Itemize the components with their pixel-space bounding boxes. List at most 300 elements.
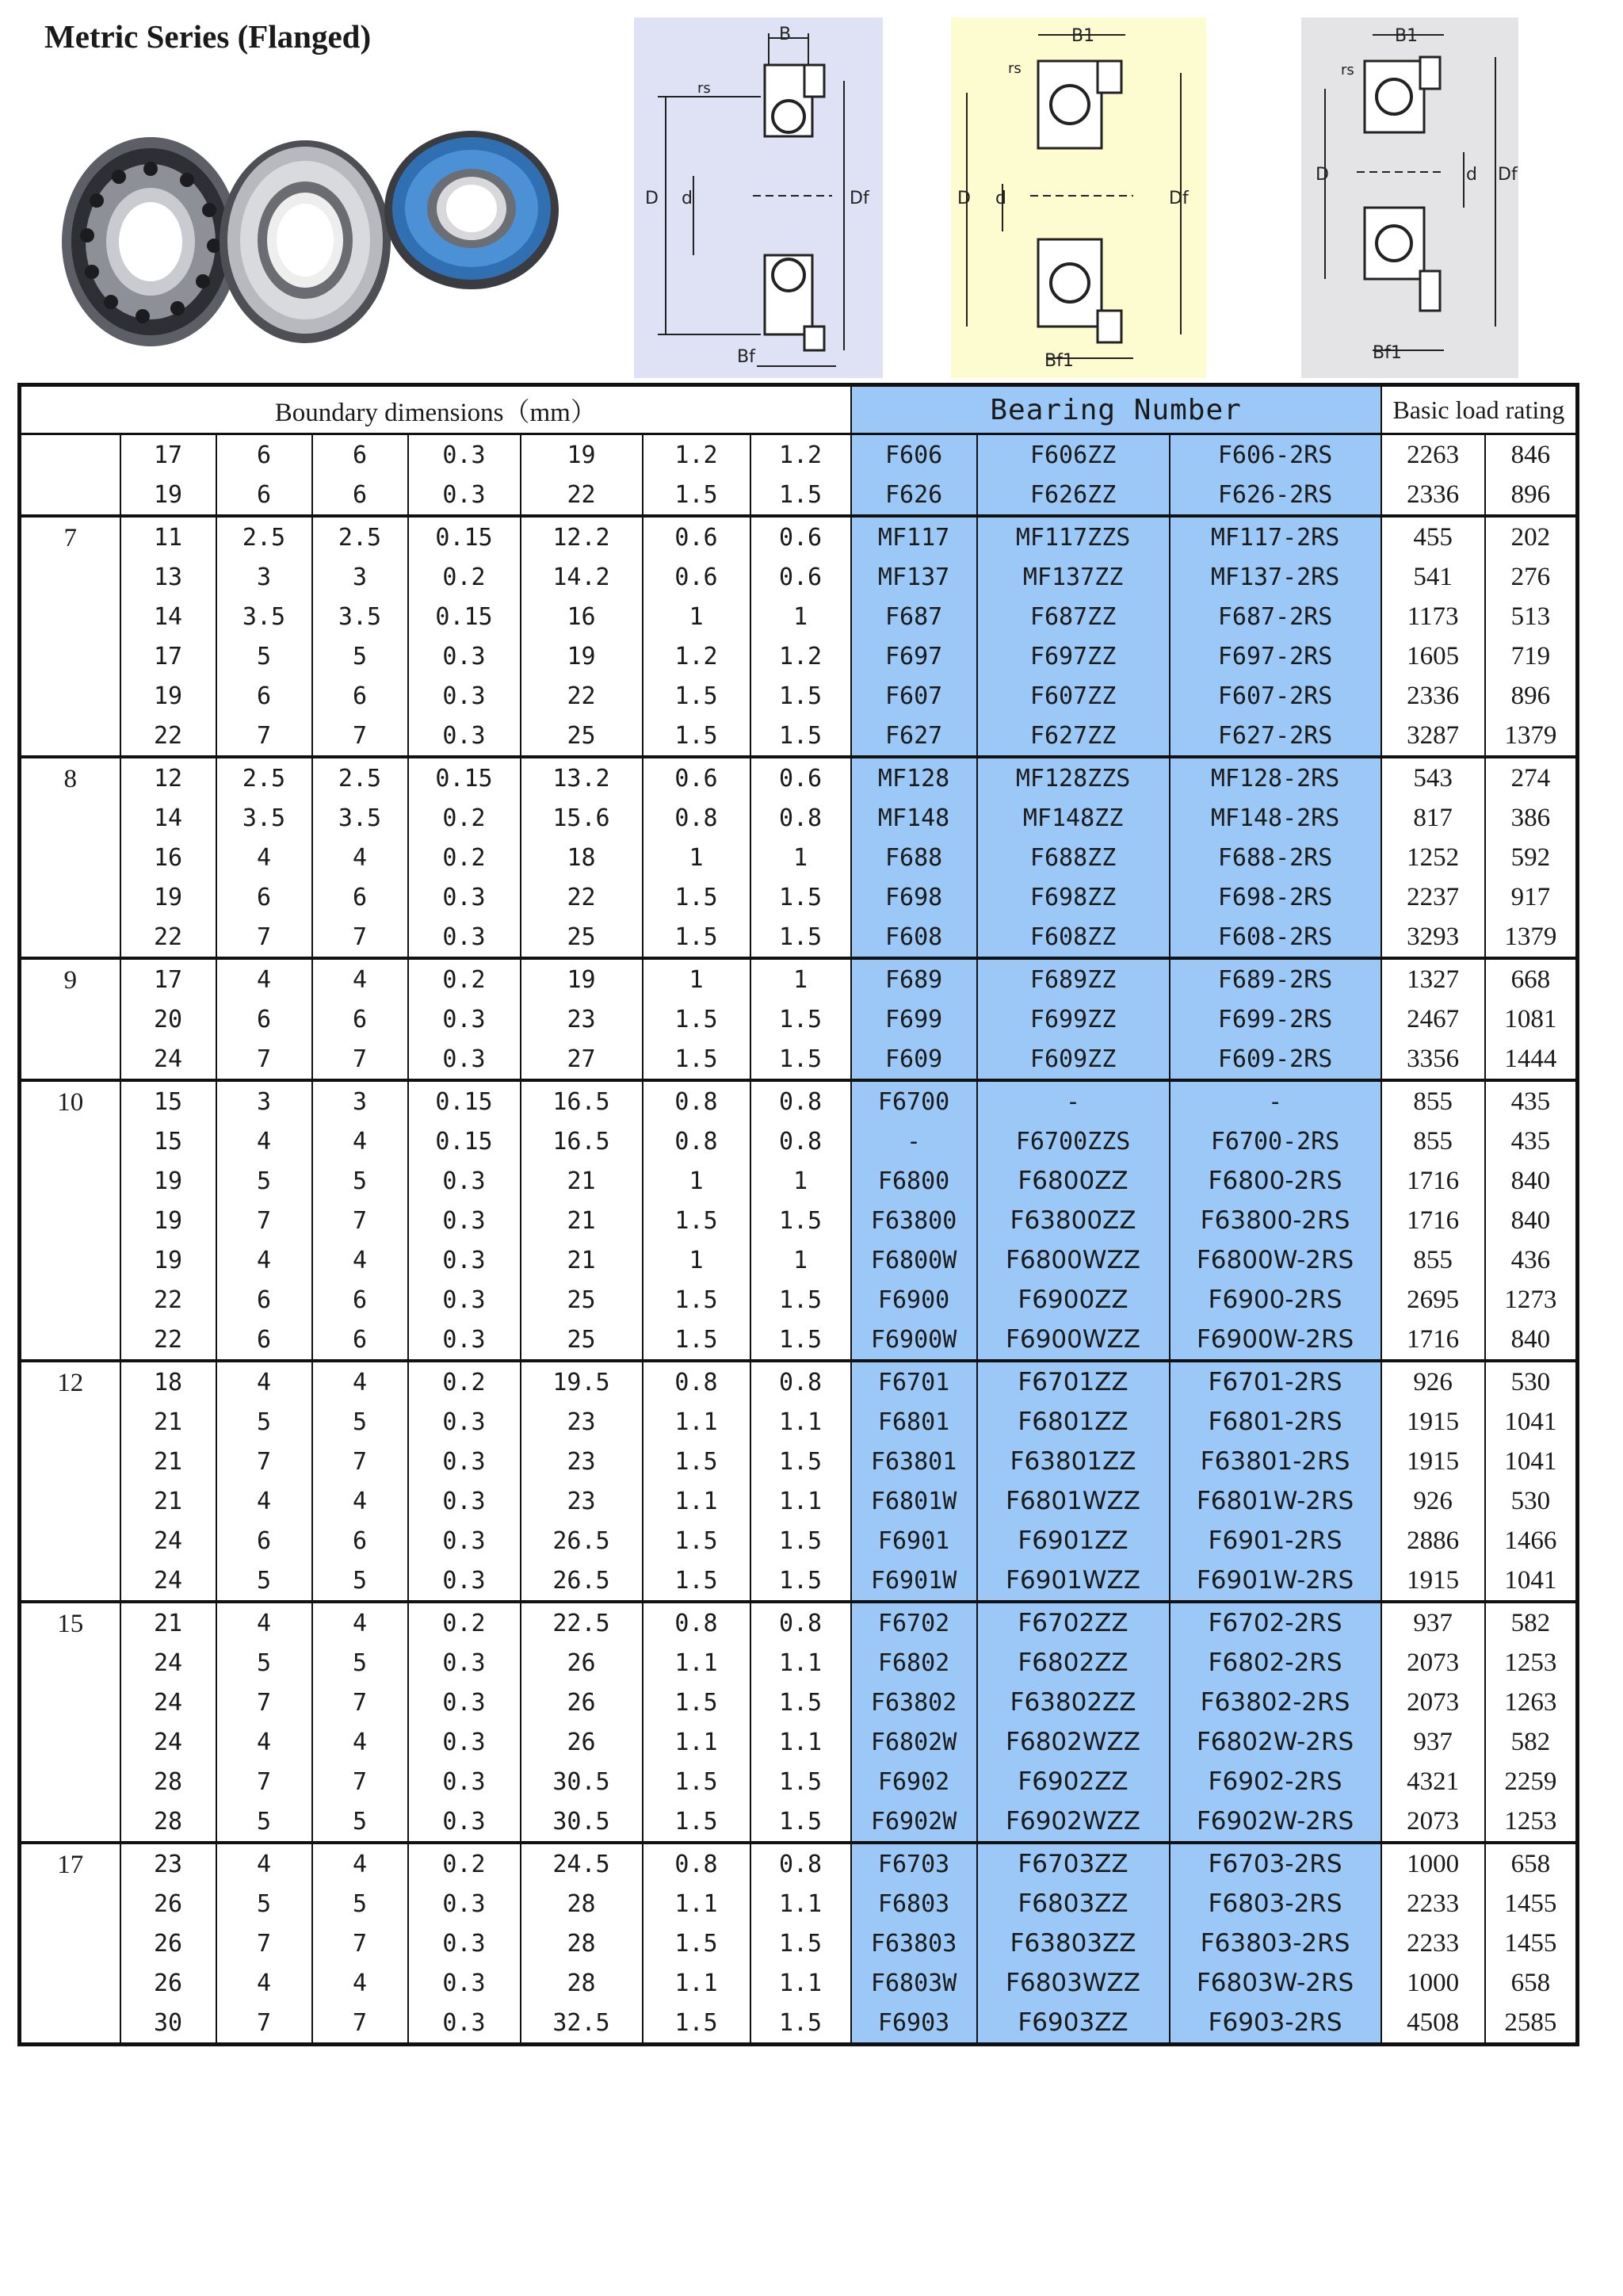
load-rating-cell: 3356 — [1381, 1039, 1485, 1080]
dimension-cell: 0.2 — [408, 1602, 521, 1643]
bore-diameter-cell: 15 — [20, 1602, 120, 1843]
bearing-number-cell: F609 — [851, 1039, 977, 1080]
dimension-cell: 19 — [120, 676, 216, 716]
dimension-cell: 2.5 — [216, 757, 312, 798]
bearing-number-cell: F6803W-2RS — [1170, 1963, 1381, 2003]
dimension-cell: 25 — [521, 716, 643, 757]
dimension-cell: 0.8 — [643, 1080, 750, 1121]
dimension-cell: 1.5 — [643, 1561, 750, 1602]
dimension-cell: 14.2 — [521, 557, 643, 597]
label-B1: B1 — [1071, 26, 1095, 46]
table-row — [20, 1080, 1578, 1121]
bearing-number-cell: F6800W — [851, 1240, 977, 1280]
load-rating-cell: 1041 — [1485, 1442, 1578, 1481]
dimension-cell: 2.5 — [216, 516, 312, 557]
dimension-cell: 5 — [312, 1884, 408, 1924]
bearing-number-cell: - — [1170, 1080, 1381, 1121]
load-rating-cell: 937 — [1381, 1602, 1485, 1643]
bearing-number-cell: F6903ZZ — [977, 2003, 1170, 2045]
dimension-cell: 3.5 — [216, 798, 312, 838]
dimension-cell: 13 — [120, 557, 216, 597]
bearing-number-cell: F63800 — [851, 1201, 977, 1240]
table-group — [20, 757, 1578, 958]
header-boundary-dimensions: Boundary dimensions（mm） — [20, 385, 851, 434]
dimension-cell: 0.3 — [408, 877, 521, 917]
bearing-number-cell: F6900ZZ — [977, 1280, 1170, 1320]
load-rating-cell: 917 — [1485, 877, 1578, 917]
dimension-cell: 3 — [216, 1080, 312, 1121]
cross-section-diagram-open — [634, 17, 883, 378]
load-rating-cell: 2467 — [1381, 999, 1485, 1039]
dimension-cell: 6 — [312, 434, 408, 476]
load-rating-cell: 541 — [1381, 557, 1485, 597]
bearing-number-cell: F698 — [851, 877, 977, 917]
dimension-cell: 1.5 — [643, 877, 750, 917]
dimension-cell: 1.5 — [643, 716, 750, 757]
load-rating-cell: 668 — [1485, 958, 1578, 999]
dimension-cell: 2.5 — [312, 516, 408, 557]
dimension-cell: 26 — [120, 1963, 216, 2003]
load-rating-cell: 658 — [1485, 1963, 1578, 2003]
bearing-number-cell: F608-2RS — [1170, 917, 1381, 958]
dimension-cell: 1.5 — [643, 676, 750, 716]
shielded-bearing-image — [220, 140, 391, 343]
dimension-cell: 7 — [312, 2003, 408, 2045]
bearing-number-cell: F6700ZZS — [977, 1121, 1170, 1161]
bearing-number-cell: MF137ZZ — [977, 557, 1170, 597]
table-row — [20, 2003, 1578, 2045]
dimension-cell: 30.5 — [521, 1801, 643, 1843]
bearing-number-cell: F6803ZZ — [977, 1884, 1170, 1924]
dimension-cell: 1 — [643, 958, 750, 999]
table-row — [20, 838, 1578, 877]
load-rating-cell: 2237 — [1381, 877, 1485, 917]
dimension-cell: 0.3 — [408, 1683, 521, 1722]
dimension-cell: 1.2 — [643, 636, 750, 676]
load-rating-cell: 3287 — [1381, 716, 1485, 757]
table-row — [20, 1683, 1578, 1722]
table-row — [20, 1722, 1578, 1762]
dimension-cell: 0.2 — [408, 557, 521, 597]
table-row — [20, 1121, 1578, 1161]
table-row — [20, 1521, 1578, 1561]
dimension-cell: 1.5 — [750, 917, 851, 958]
bearing-number-cell: F6901-2RS — [1170, 1521, 1381, 1561]
dimension-cell: 6 — [216, 475, 312, 516]
table-row — [20, 958, 1578, 999]
dimension-cell: 3.5 — [312, 798, 408, 838]
bearing-number-cell: F6701 — [851, 1361, 977, 1402]
dimension-cell: 1 — [643, 1161, 750, 1201]
bearing-number-cell: F6703-2RS — [1170, 1843, 1381, 1884]
table-row — [20, 1361, 1578, 1402]
load-rating-cell: 1041 — [1485, 1402, 1578, 1442]
bearing-number-cell: F6902-2RS — [1170, 1762, 1381, 1801]
dimension-cell: 1.1 — [750, 1884, 851, 1924]
dimension-cell: 1.5 — [750, 1762, 851, 1801]
table-row — [20, 1801, 1578, 1843]
label-B: B — [779, 25, 792, 44]
load-rating-cell: 2585 — [1485, 2003, 1578, 2045]
bearing-number-cell: F6901WZZ — [977, 1561, 1170, 1602]
dimension-cell: 4 — [216, 1361, 312, 1402]
load-rating-cell: 2233 — [1381, 1884, 1485, 1924]
dimension-cell: 4 — [312, 1121, 408, 1161]
dimension-cell: 1.5 — [643, 475, 750, 516]
dimension-cell: 7 — [216, 2003, 312, 2045]
dimension-cell: 5 — [312, 636, 408, 676]
bearing-number-cell: F608ZZ — [977, 917, 1170, 958]
dimension-cell: 4 — [312, 1481, 408, 1521]
bearing-number-cell: F6702-2RS — [1170, 1602, 1381, 1643]
dimension-cell: 1.5 — [750, 1924, 851, 1963]
label-rs-3: rs — [1341, 62, 1354, 78]
bearing-number-cell: F63801-2RS — [1170, 1442, 1381, 1481]
bearing-number-cell: F6702 — [851, 1602, 977, 1643]
dimension-cell: 22 — [120, 716, 216, 757]
bearing-number-cell: F6900-2RS — [1170, 1280, 1381, 1320]
dimension-cell: 0.15 — [408, 597, 521, 636]
bearing-number-cell: F626ZZ — [977, 475, 1170, 516]
load-rating-cell: 276 — [1485, 557, 1578, 597]
dimension-cell: 0.2 — [408, 798, 521, 838]
dimension-cell: 1.1 — [643, 1481, 750, 1521]
dimension-cell: 1.1 — [750, 1722, 851, 1762]
dimension-cell: 6 — [312, 1320, 408, 1361]
dimension-cell: 0.2 — [408, 958, 521, 999]
dimension-cell: 17 — [120, 958, 216, 999]
load-rating-cell: 1273 — [1485, 1280, 1578, 1320]
table-row — [20, 597, 1578, 636]
dimension-cell: 7 — [312, 1924, 408, 1963]
load-rating-cell: 926 — [1381, 1481, 1485, 1521]
load-rating-cell: 855 — [1381, 1080, 1485, 1121]
bearing-number-cell: F606 — [851, 434, 977, 476]
bearing-number-cell: F697ZZ — [977, 636, 1170, 676]
bearing-number-cell: F699ZZ — [977, 999, 1170, 1039]
load-rating-cell: 1041 — [1485, 1561, 1578, 1602]
table-row — [20, 917, 1578, 958]
dimension-cell: 5 — [312, 1801, 408, 1843]
dimension-cell: 7 — [312, 1762, 408, 1801]
bearing-number-cell: F6800 — [851, 1161, 977, 1201]
dimension-cell: 1.2 — [643, 434, 750, 476]
bearing-number-cell: F63802 — [851, 1683, 977, 1722]
bearing-number-cell: F63802-2RS — [1170, 1683, 1381, 1722]
dimension-cell: 4 — [216, 958, 312, 999]
dimension-cell: 1.5 — [643, 999, 750, 1039]
dimension-cell: 25 — [521, 917, 643, 958]
bearing-number-cell: F697 — [851, 636, 977, 676]
bearing-number-cell: F6901W-2RS — [1170, 1561, 1381, 1602]
load-rating-cell: 1263 — [1485, 1683, 1578, 1722]
bore-diameter-cell: 7 — [20, 516, 120, 757]
bearing-number-cell: F6803 — [851, 1884, 977, 1924]
dimension-cell: 24 — [120, 1561, 216, 1602]
label-Bf1-3: Bf1 — [1373, 343, 1402, 363]
table-row — [20, 475, 1578, 516]
bearing-number-cell: F6800-2RS — [1170, 1161, 1381, 1201]
dimension-cell: 6 — [216, 434, 312, 476]
bore-diameter-cell — [20, 434, 120, 517]
bearing-number-cell: F626-2RS — [1170, 475, 1381, 516]
table-row — [20, 716, 1578, 757]
dimension-cell: 16.5 — [521, 1121, 643, 1161]
dimension-cell: 19 — [120, 877, 216, 917]
dimension-cell: 4 — [216, 1602, 312, 1643]
bearing-number-cell: F6903 — [851, 2003, 977, 2045]
dimension-cell: 22 — [521, 676, 643, 716]
dimension-cell: 19 — [120, 1240, 216, 1280]
dimension-cell: 0.3 — [408, 676, 521, 716]
load-rating-cell: 1379 — [1485, 716, 1578, 757]
dimension-cell: 22 — [521, 475, 643, 516]
load-rating-cell: 658 — [1485, 1843, 1578, 1884]
dimension-cell: 0.8 — [643, 1121, 750, 1161]
dimension-cell: 17 — [120, 636, 216, 676]
bearing-number-cell: F6901W — [851, 1561, 977, 1602]
bearing-number-cell: F688 — [851, 838, 977, 877]
bearing-number-cell: F6902W — [851, 1801, 977, 1843]
bearing-number-cell: F607-2RS — [1170, 676, 1381, 716]
bearing-number-cell: F6701-2RS — [1170, 1361, 1381, 1402]
dimension-cell: 19 — [120, 1161, 216, 1201]
table-row — [20, 516, 1578, 557]
table-row — [20, 1924, 1578, 1963]
bearing-number-cell: F687-2RS — [1170, 597, 1381, 636]
load-rating-cell: 2233 — [1381, 1924, 1485, 1963]
load-rating-cell: 1455 — [1485, 1924, 1578, 1963]
load-rating-cell: 855 — [1381, 1240, 1485, 1280]
table-row — [20, 1320, 1578, 1361]
table-row — [20, 1240, 1578, 1280]
bore-diameter-cell: 8 — [20, 757, 120, 958]
dimension-cell: 23 — [521, 1481, 643, 1521]
dimension-cell: 1.5 — [750, 1320, 851, 1361]
load-rating-cell: 1173 — [1381, 597, 1485, 636]
dimension-cell: 1.5 — [643, 1801, 750, 1843]
dimension-cell: 4 — [216, 1722, 312, 1762]
dimension-cell: 5 — [216, 1884, 312, 1924]
load-rating-cell: 2073 — [1381, 1643, 1485, 1683]
dimension-cell: 4 — [216, 1121, 312, 1161]
bearing-number-cell: F6703ZZ — [977, 1843, 1170, 1884]
load-rating-cell: 592 — [1485, 838, 1578, 877]
dimension-cell: 21 — [521, 1240, 643, 1280]
dimension-cell: 4 — [312, 1602, 408, 1643]
bore-diameter-cell: 9 — [20, 958, 120, 1080]
dimension-cell: 0.6 — [750, 757, 851, 798]
label-Df: Df — [850, 189, 869, 208]
dimension-cell: 7 — [216, 1442, 312, 1481]
table-row — [20, 1481, 1578, 1521]
label-D-2: D — [957, 189, 971, 208]
load-rating-cell: 2886 — [1381, 1521, 1485, 1561]
label-B1-3: B1 — [1395, 26, 1419, 46]
dimension-cell: 6 — [216, 1320, 312, 1361]
dimension-cell: 6 — [312, 999, 408, 1039]
dimension-cell: 20 — [120, 999, 216, 1039]
dimension-cell: 28 — [521, 1924, 643, 1963]
dimension-cell: 22 — [120, 1280, 216, 1320]
load-rating-cell: 2336 — [1381, 475, 1485, 516]
load-rating-cell: 1081 — [1485, 999, 1578, 1039]
bearing-number-cell: F687ZZ — [977, 597, 1170, 636]
dimension-cell: 1.1 — [643, 1402, 750, 1442]
dimension-cell: 3.5 — [312, 597, 408, 636]
dimension-cell: 1.5 — [750, 1442, 851, 1481]
bearing-number-cell: F6802W-2RS — [1170, 1722, 1381, 1762]
bearing-number-cell: F6900W-2RS — [1170, 1320, 1381, 1361]
load-rating-cell: 2259 — [1485, 1762, 1578, 1801]
dimension-cell: 0.2 — [408, 838, 521, 877]
load-rating-cell: 2695 — [1381, 1280, 1485, 1320]
dimension-cell: 26.5 — [521, 1521, 643, 1561]
dimension-cell: 1.5 — [643, 1762, 750, 1801]
bearing-number-cell: F6801-2RS — [1170, 1402, 1381, 1442]
bearing-number-cell: F63803 — [851, 1924, 977, 1963]
dimension-cell: 5 — [216, 636, 312, 676]
dimension-cell: 7 — [216, 1683, 312, 1722]
dimension-cell: 1.5 — [750, 676, 851, 716]
dimension-cell: 1.5 — [750, 716, 851, 757]
dimension-cell: 30 — [120, 2003, 216, 2045]
dimension-cell: 15.6 — [521, 798, 643, 838]
bearing-number-cell: F627ZZ — [977, 716, 1170, 757]
label-d-3: d — [1466, 165, 1477, 185]
dimension-cell: 0.3 — [408, 1963, 521, 2003]
dimension-cell: 0.6 — [643, 516, 750, 557]
bearing-number-cell: F689ZZ — [977, 958, 1170, 999]
bearing-number-cell: F607ZZ — [977, 676, 1170, 716]
bearing-number-cell: MF128ZZS — [977, 757, 1170, 798]
load-rating-cell: 455 — [1381, 516, 1485, 557]
table-row — [20, 1963, 1578, 2003]
dimension-cell: 7 — [216, 1201, 312, 1240]
bearing-number-cell: F6803W — [851, 1963, 977, 2003]
open-bearing-image — [62, 137, 239, 346]
bore-diameter-cell: 12 — [20, 1361, 120, 1602]
bearing-number-cell: F688-2RS — [1170, 838, 1381, 877]
dimension-cell: 1.5 — [750, 877, 851, 917]
dimension-cell: 0.15 — [408, 1080, 521, 1121]
bearing-number-cell: F699 — [851, 999, 977, 1039]
dimension-cell: 24 — [120, 1521, 216, 1561]
header-basic-load-rating: Basic load rating — [1381, 385, 1578, 434]
bearing-number-cell: F6700 — [851, 1080, 977, 1121]
dimension-cell: 0.6 — [750, 557, 851, 597]
dimension-cell: 0.6 — [750, 516, 851, 557]
bearing-number-cell: F609ZZ — [977, 1039, 1170, 1080]
bearing-number-cell: F627 — [851, 716, 977, 757]
dimension-cell: 4 — [312, 1361, 408, 1402]
bearing-number-cell: F689-2RS — [1170, 958, 1381, 999]
load-rating-cell: 2336 — [1381, 676, 1485, 716]
table-row — [20, 1561, 1578, 1602]
dimension-cell: 12 — [120, 757, 216, 798]
table-row — [20, 1643, 1578, 1683]
bore-diameter-cell: 10 — [20, 1080, 120, 1361]
dimension-cell: 4 — [312, 1963, 408, 2003]
dimension-cell: 30.5 — [521, 1762, 643, 1801]
dimension-cell: 0.3 — [408, 1402, 521, 1442]
dimension-cell: 0.3 — [408, 1442, 521, 1481]
dimension-cell: 28 — [521, 1884, 643, 1924]
bearing-number-cell: - — [851, 1121, 977, 1161]
dimension-cell: 1.1 — [750, 1402, 851, 1442]
label-Df-2: Df — [1169, 189, 1189, 208]
table-row — [20, 1161, 1578, 1201]
dimension-cell: 1.1 — [643, 1643, 750, 1683]
bearing-number-cell: F6700-2RS — [1170, 1121, 1381, 1161]
dimension-cell: 4 — [216, 1963, 312, 2003]
load-rating-cell: 896 — [1485, 475, 1578, 516]
dimension-cell: 1.5 — [643, 1201, 750, 1240]
dimension-cell: 26 — [521, 1722, 643, 1762]
dimension-cell: 4 — [216, 1481, 312, 1521]
dimension-cell: 5 — [216, 1801, 312, 1843]
dimension-cell: 0.2 — [408, 1843, 521, 1884]
bearing-number-cell: F6802WZZ — [977, 1722, 1170, 1762]
dimension-cell: 7 — [216, 1762, 312, 1801]
dimension-cell: 0.3 — [408, 1481, 521, 1521]
bearing-number-cell: MF128-2RS — [1170, 757, 1381, 798]
bearing-number-cell: MF148 — [851, 798, 977, 838]
dimension-cell: 11 — [120, 516, 216, 557]
dimension-cell: 24 — [120, 1722, 216, 1762]
dimension-cell: 25 — [521, 1320, 643, 1361]
load-rating-cell: 1379 — [1485, 917, 1578, 958]
dimension-cell: 1 — [750, 1161, 851, 1201]
load-rating-cell: 1000 — [1381, 1843, 1485, 1884]
bearing-table — [17, 383, 1565, 2046]
bearing-number-cell: F688ZZ — [977, 838, 1170, 877]
dimension-cell: 3 — [216, 557, 312, 597]
bearing-number-cell: F6900WZZ — [977, 1320, 1170, 1361]
load-rating-cell: 1444 — [1485, 1039, 1578, 1080]
bearing-number-cell: F608 — [851, 917, 977, 958]
dimension-cell: 0.3 — [408, 917, 521, 958]
dimension-cell: 7 — [216, 716, 312, 757]
load-rating-cell: 202 — [1485, 516, 1578, 557]
dimension-cell: 24 — [120, 1643, 216, 1683]
dimension-cell: 1 — [643, 597, 750, 636]
bearing-number-cell: F6801W — [851, 1481, 977, 1521]
table-row — [20, 1039, 1578, 1080]
dimension-cell: 7 — [216, 917, 312, 958]
bearing-number-cell: F606-2RS — [1170, 434, 1381, 476]
load-rating-cell: 1252 — [1381, 838, 1485, 877]
dimension-cell: 0.3 — [408, 636, 521, 676]
load-rating-cell: 530 — [1485, 1361, 1578, 1402]
dimension-cell: 6 — [216, 877, 312, 917]
load-rating-cell: 386 — [1485, 798, 1578, 838]
label-Df-3: Df — [1498, 165, 1518, 185]
dimension-cell: 3.5 — [216, 597, 312, 636]
load-rating-cell: 1716 — [1381, 1161, 1485, 1201]
load-rating-cell: 2073 — [1381, 1683, 1485, 1722]
load-rating-cell: 4508 — [1381, 2003, 1485, 2045]
dimension-cell: 1.5 — [750, 475, 851, 516]
dimension-cell: 1.5 — [643, 1280, 750, 1320]
dimension-cell: 1.5 — [643, 1320, 750, 1361]
dimension-cell: 5 — [216, 1643, 312, 1683]
load-rating-cell: 1915 — [1381, 1442, 1485, 1481]
dimension-cell: 15 — [120, 1121, 216, 1161]
table-row — [20, 1280, 1578, 1320]
dimension-cell: 0.8 — [643, 798, 750, 838]
table-row — [20, 1843, 1578, 1884]
